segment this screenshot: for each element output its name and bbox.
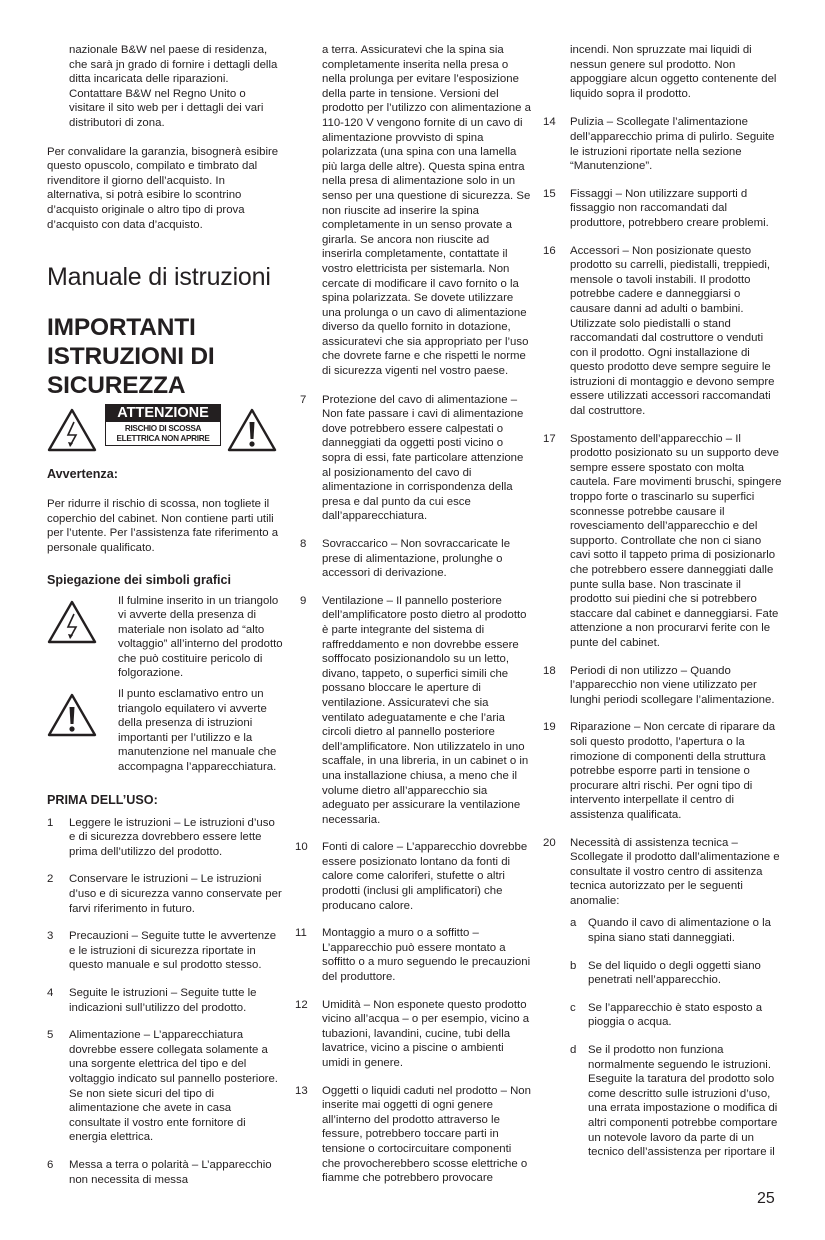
list-item — [543, 664, 784, 708]
item-number: 14 — [543, 116, 556, 129]
sub-item-text: Quando il cavo di alimentazione o la spina siano stati danneggiati. — [588, 917, 771, 945]
item-text: Sovraccarico – Non sovraccaricate le prese di alimentazione, prolunghe o accessori di derivazione. — [322, 538, 511, 580]
item-number: 8 — [300, 538, 307, 550]
item-text: Periodi di non utilizzo – Quando l’apparecchio non viene utilizzato per lunghi periodi scollegare l’alimentazione. — [570, 664, 775, 706]
list-item — [543, 432, 784, 651]
item-number: 3 — [47, 930, 54, 943]
lightning-warning-icon — [47, 408, 97, 452]
item-number: 19 — [543, 721, 556, 734]
list-item — [300, 393, 532, 524]
item-text: Precauzioni – Seguite tutte le avvertenze e le istruzioni di sicurezza riportate in questo manuale e sul prodotto stesso. — [69, 930, 277, 972]
item-text: Conservare le istruzioni – Le istruzioni d’uso e di sicurezza vanno conservate per farvi riferimento in futuro. — [69, 873, 282, 915]
item-number: 4 — [47, 986, 54, 999]
item-text: Messa a terra o polarità – L’apparecchio non necessita di messa — [69, 1158, 272, 1186]
list-item — [543, 115, 784, 173]
exclamation-warning-icon — [227, 408, 277, 452]
sub-list-item — [570, 916, 784, 945]
item-text: Spostamento dell’apparecchio – Il prodotto posizionato su un supporto deve sempre essere spostato con molta cautela. Fare movimenti bruschi, spingere troppo forte o trascinarlo su superfici sconnesse potrebbe causare il rovesciamento dell’apparecchio e del supporto. Controllate che non ci siano cavi sotto il tappeto prima di posizionarlo che potrebbero essere danneggiati dalle punte sulla base. Non trascinate il prodotto sui piedini che si potrebbero staccare dal cabinet e danneggiarsi. Fate attenzione a non procurarvi ferite con le punte del cabinet. — [570, 432, 782, 649]
page-number: 25 — [757, 1190, 775, 1207]
item-number: 11 — [295, 927, 307, 940]
item-number: 7 — [300, 393, 307, 406]
column-right — [543, 43, 784, 1173]
list-item — [47, 1028, 283, 1145]
attention-warning-label — [47, 404, 283, 456]
item-number: 13 — [295, 1084, 308, 1097]
item-number: 5 — [47, 1029, 54, 1042]
symbol-exclamation-text: Il punto esclamativo entro un triangolo equilatero vi avverte della presenza di istruzioni importanti per l’utilizzo e la manutenzione nel manuale che accompagna l’apparecchiatura. — [118, 688, 277, 774]
sub-item-text: Se il prodotto non funziona normalmente seguendo le istruzioni. Eseguite la taratura del prodotto solo come descritto sulle istruzioni d’uso, una errata impostazione o modifica di altri componenti potrebbe comportare un notevole lavoro da parte di un tecnico dell’assistenza per riportare il — [588, 1044, 778, 1159]
list-item — [295, 1084, 532, 1186]
list-item — [47, 1158, 283, 1187]
attention-label: ATTENZIONE — [105, 404, 221, 422]
item-text: Pulizia – Scollegate l’alimentazione dell’apparecchio prima di pulirlo. Seguite le istruzioni riportate nella sezione “Manutenzione”. — [570, 116, 775, 173]
list-item — [295, 926, 532, 984]
intro-continuation: nazionale B&W nel paese di residenza, che sarà jn grado di fornire i dettagli della ditta incaricata delle riparazioni. Contattare B&W nel Regno Unito o visitare il sito web per i dettagli dei vari distributori di zona. — [69, 44, 278, 129]
list-item — [543, 836, 784, 909]
sub-item-letter: c — [570, 1001, 576, 1014]
item-number: 15 — [543, 187, 556, 200]
item-text: Umidità – Non esponete questo prodotto vicino all’acqua – o per esempio, vicino a tubazioni, lavandini, cucine, tubi della lavatrice, vicino a piscine o ambienti umidi in genere. — [322, 998, 530, 1069]
item-13-continuation: incendi. Non spruzzate mai liquidi di nessun genere sul prodotto. Non appoggiare alcun oggetto contenente del liquido sopra il prodotto. — [570, 44, 777, 100]
item-number: 18 — [543, 664, 556, 677]
sub-list — [548, 916, 784, 1159]
list-item — [543, 187, 784, 231]
exclamation-triangle-icon — [47, 693, 97, 737]
before-use-heading: PRIMA DELL’USO: — [47, 792, 158, 807]
item-text: Fonti di calore – L’apparecchio dovrebbe essere posizionato lontano da fonti di calore come caloriferi, stufette o altri prodotti (inclusi gli amplificatori) che producano calore. — [322, 841, 528, 912]
item-number: 2 — [47, 873, 54, 886]
item-text: Alimentazione – L’apparecchiatura dovrebbe essere collegata solamente a una sorgente elettrica del tipo e del voltaggio indicato sul pannello posteriore. Se non siete sicuri del tipo di alimentazione che avete in casa consultate il vostro ente fornitore di energia elettrica. — [69, 1029, 278, 1144]
lightning-triangle-icon — [47, 600, 97, 644]
column-left — [47, 43, 283, 1200]
list-item — [543, 244, 784, 419]
item-text: Ventilazione – Il pannello posteriore dell’amplificatore posto dietro al prodotto è parte integrante del sistema di raffreddamento e non dovrebbe essere sofffocato posizionandolo su un letto, divano, tappeto, o superfici simili che possano bloccare le aperture di ventilazione. Assicuratevi che sia ventilato adeguatamente e che l’aria circoli dietro al pannello posteriore dell’amplificatore. Non utilizzatelo in uno scaffale, in una libreria, in un cabinet o in una installazione chiusa, a meno che il volume dietro all’apparecchio sia adeguato per assicurare la ventilazione necessaria. — [322, 594, 529, 826]
item-number: 10 — [295, 841, 308, 854]
warning-heading: Avvertenza: — [47, 467, 118, 482]
item-text: Protezione del cavo di alimentazione – Non fate passare i cavi di alimentazione dove potrebbero essere calpestati o danneggiati da oggetti posti vicino o sopra di essi, fate particolare attenzione al posizionamento del cavo di alimentazione in corrispondenza della presa e dal punto da cui esce dall’apparecchiatura. — [322, 393, 524, 523]
list-item — [300, 594, 532, 828]
item-number: 16 — [543, 244, 556, 257]
sub-item-letter: a — [570, 917, 577, 930]
list-item — [47, 929, 283, 973]
list-item — [47, 986, 283, 1015]
list-item — [47, 872, 283, 916]
item-number: 9 — [300, 594, 307, 607]
warning-text: Per ridurre il rischio di scossa, non togliete il coperchio del cabinet. Non contiene parti utili per l’utente. Per l’assistenza fate riferimento a personale qualificato. — [47, 498, 279, 554]
item-text: Accessori – Non posizionate questo prodotto su carrelli, piedistalli, treppiedi, mensole o tavoli instabili. Il prodotto potrebbe cadere e danneggiarsi o causare danni ad adulti o bambini. Utilizzate solo piedistalli o stand raccomandati dal costruttore o venduti con il prodotto. Ogni installazione di questo prodotto deve sempre seguire le istruzioni di montaggio e devono sempre essere utilizzati accessori raccomandati dal costruttore. — [570, 244, 775, 418]
item-number: 17 — [543, 432, 556, 445]
sub-list-item — [570, 959, 784, 988]
item-text: Oggetti o liquidi caduti nel prodotto – Non inserite mai oggetti di ogni genere all’interno del prodotto attraverso le fessure, potrebbero toccare parti in tensione o cortocircuitare componenti che provocherebbero scosse elettriche o fiamme che potrebbero provocare — [322, 1084, 531, 1185]
list-item — [47, 816, 283, 860]
sub-list-item — [570, 1043, 784, 1160]
item-text: Montaggio a muro o a soffitto – L’apparecchio può essere montato a soffitto o a muro seguendo le precauzioni del produttore. — [322, 927, 531, 984]
item-text: Leggere le istruzioni – Le istruzioni d’uso e di sicurezza dovrebbero essere lette prima dell’utilizzo del prodotto. — [69, 816, 275, 858]
sub-item-text: Se l’apparecchio è stato esposto a pioggia o acqua. — [588, 1001, 763, 1029]
manual-title: Manuale di istruzioni — [47, 263, 271, 292]
item-number: 20 — [543, 836, 556, 849]
sub-item-letter: d — [570, 1044, 577, 1057]
item-6-continuation: a terra. Assicuratevi che la spina sia completamente inserita nella presa o nella prolunga per evitare l’esposizione della parte in tensione. Versioni del prodotto per l’utilizzo con alimentazione a 110-120 V vengono fornite di un cavo di alimentazione provvisto di spina polarizzata (una spina con una lamella più larga delle altre). Questa spina entra nella presa di alimentazione solo in un senso per una questione di sicurezza. Se non riuscite ad inserire la spina completamente in un senso provate a girarla. Se ancora non riuscite ad inserirla completamente, contattate il vostro elettricista per sistemarla. Non cercate di modificare il cavo fornito o la spina polarizzata. Se dovete utilizzare una prolunga o un cavo di alimentazione diverso da quello fornito in dotazione, assicuratevi che sia appropriato per l’uso che dovrete farne e che rispetti le norme di sicurezza vigenti nel vostro paese. — [322, 44, 531, 378]
sub-item-text: Se del liquido o degli oggetti siano penetrati nell’apparecchio. — [588, 959, 761, 987]
item-number: 1 — [47, 816, 54, 829]
item-text: Necessità di assistenza tecnica – Scollegate il prodotto dall’alimentazione e consultate il vostro centro di assitenza tecnica autorizzato per le seguenti anomalie: — [570, 836, 780, 907]
symbol-lightning-text: Il fulmine inserito in un triangolo vi avverte della presenza di materiale non isolato ad “alto voltaggio” all’interno del prodotto che può costituire pericolo di folgorazione. — [118, 594, 283, 680]
item-number: 12 — [295, 998, 308, 1011]
symbols-heading: Spiegazione dei simboli grafici — [47, 572, 232, 587]
item-text: Seguite le istruzioni – Seguite tutte le indicazioni sull’utilizzo del prodotto. — [69, 986, 257, 1014]
item-number: 6 — [47, 1158, 54, 1171]
guarantee-paragraph: Per convalidare la garanzia, bisognerà esibire questo opuscolo, compilato e timbrato dal rivenditore il giorno dell’acquisto. In alternativa, si potrà esibire lo scontrino d’acquisto originale o altro tipo di prova d’acquisto con data d’acquisto. — [47, 145, 279, 231]
list-item — [295, 840, 532, 913]
list-item — [295, 998, 532, 1071]
sub-item-letter: b — [570, 959, 577, 972]
item-text: Riparazione – Non cercate di riparare da soli questo prodotto, l’apertura o la rimozione di componenti della struttura potrebbe esporre parti in tensione o procurare altri rischi. Per ogni tipo di intervento interpellate il centro di assistenza qualificata. — [570, 721, 776, 821]
attention-box — [105, 404, 221, 446]
list-item — [300, 537, 532, 581]
safety-title: IMPORTANTI ISTRUZIONI DI SICUREZZA — [47, 314, 215, 400]
attention-sublabel: RISCHIO DI SCOSSA ELETTRICA NON APRIRE — [105, 422, 221, 446]
list-item — [543, 720, 784, 822]
column-middle — [295, 43, 532, 1199]
symbol-exclamation-row — [47, 687, 283, 775]
item-text: Fissaggi – Non utilizzare supporti d fissaggio non raccomandati dal produttore, potrebbero creare problemi. — [570, 187, 769, 229]
sub-list-item — [570, 1001, 784, 1030]
symbol-lightning-row — [47, 594, 283, 682]
